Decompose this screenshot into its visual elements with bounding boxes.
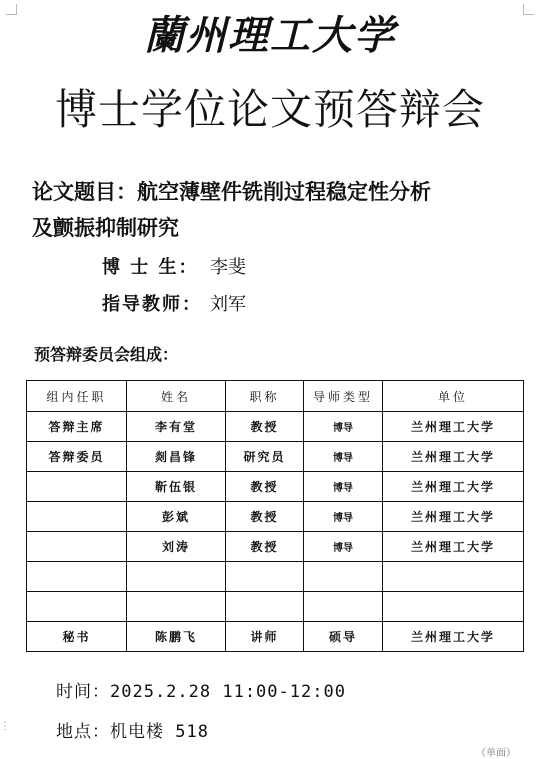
defense-place: 地点：机电楼 518	[56, 722, 209, 742]
column-header: 职称	[226, 381, 304, 412]
thesis-topic-line1	[32, 174, 502, 210]
thesis-topic-text-1: 航空薄壁件铣削过程稳定性分析	[137, 180, 431, 204]
table-cell: 博导	[304, 412, 383, 442]
table-row	[27, 532, 524, 562]
column-header: 导师类型	[304, 381, 383, 412]
table-header-row	[27, 381, 524, 412]
table-cell: 兰州理工大学	[383, 532, 524, 562]
table-row	[27, 622, 524, 652]
doctoral-student-row	[102, 255, 246, 281]
table-cell	[304, 592, 383, 622]
committee-table	[26, 380, 524, 652]
table-row-empty	[27, 562, 524, 592]
table-cell: 博导	[304, 472, 383, 502]
table-cell	[27, 532, 127, 562]
table-cell: 讲师	[226, 622, 304, 652]
table-cell: 教授	[226, 472, 304, 502]
table-cell	[226, 592, 304, 622]
column-header: 姓名	[127, 381, 226, 412]
table-cell: 教授	[226, 502, 304, 532]
committee-heading: 预答辩委员会组成：	[34, 345, 179, 364]
thesis-topic-label: 论文题目：	[32, 180, 137, 204]
table-cell	[383, 562, 524, 592]
table-cell	[226, 562, 304, 592]
table-cell: 兰州理工大学	[383, 442, 524, 472]
table-cell: 秘书	[27, 622, 127, 652]
table-cell: 兰州理工大学	[383, 472, 524, 502]
column-header: 组内任职	[27, 381, 127, 412]
table-cell	[27, 562, 127, 592]
margin-dots-icon: ⋮	[0, 721, 10, 732]
table-cell: 答辩委员	[27, 442, 127, 472]
table-cell: 彭斌	[127, 502, 226, 532]
university-calligraphy-logo: 蘭州理工大学	[144, 12, 396, 59]
table-cell: 剡昌锋	[127, 442, 226, 472]
table-cell: 李有堂	[127, 412, 226, 442]
table-cell: 博导	[304, 442, 383, 472]
table-row	[27, 502, 524, 532]
table-cell: 博导	[304, 532, 383, 562]
defense-time: 时间：2025.2.28 11:00-12:00	[56, 682, 346, 702]
table-cell	[27, 502, 127, 532]
supervisor-label: 指导教师：	[102, 294, 202, 315]
footer-mark: （单面）	[476, 748, 516, 759]
table-cell	[27, 592, 127, 622]
doctoral-student-name: 李斐	[210, 257, 246, 278]
table-cell	[383, 592, 524, 622]
table-cell: 刘涛	[127, 532, 226, 562]
table-row-empty	[27, 592, 524, 622]
table-cell	[127, 592, 226, 622]
table-cell	[304, 562, 383, 592]
table-row	[27, 442, 524, 472]
table-cell	[127, 562, 226, 592]
table-row	[27, 412, 524, 442]
table-cell: 陈鹏飞	[127, 622, 226, 652]
doctoral-student-label: 博 士 生：	[102, 257, 199, 278]
table-cell: 博导	[304, 502, 383, 532]
table-cell: 兰州理工大学	[383, 622, 524, 652]
table-cell	[27, 472, 127, 502]
table-cell: 研究员	[226, 442, 304, 472]
table-row	[27, 472, 524, 502]
column-header: 单位	[383, 381, 524, 412]
page-title: 博士学位论文预答辩会	[54, 85, 485, 134]
table-cell: 兰州理工大学	[383, 502, 524, 532]
supervisor-name: 刘军	[210, 294, 246, 315]
thesis-topic	[32, 174, 502, 246]
supervisor-row	[102, 292, 246, 318]
thesis-topic-text-2: 及颤振抑制研究	[32, 216, 179, 240]
table-cell: 硕导	[304, 622, 383, 652]
table-cell: 兰州理工大学	[383, 412, 524, 442]
table-cell: 答辩主席	[27, 412, 127, 442]
table-cell: 靳伍银	[127, 472, 226, 502]
table-cell: 教授	[226, 532, 304, 562]
table-cell: 教授	[226, 412, 304, 442]
